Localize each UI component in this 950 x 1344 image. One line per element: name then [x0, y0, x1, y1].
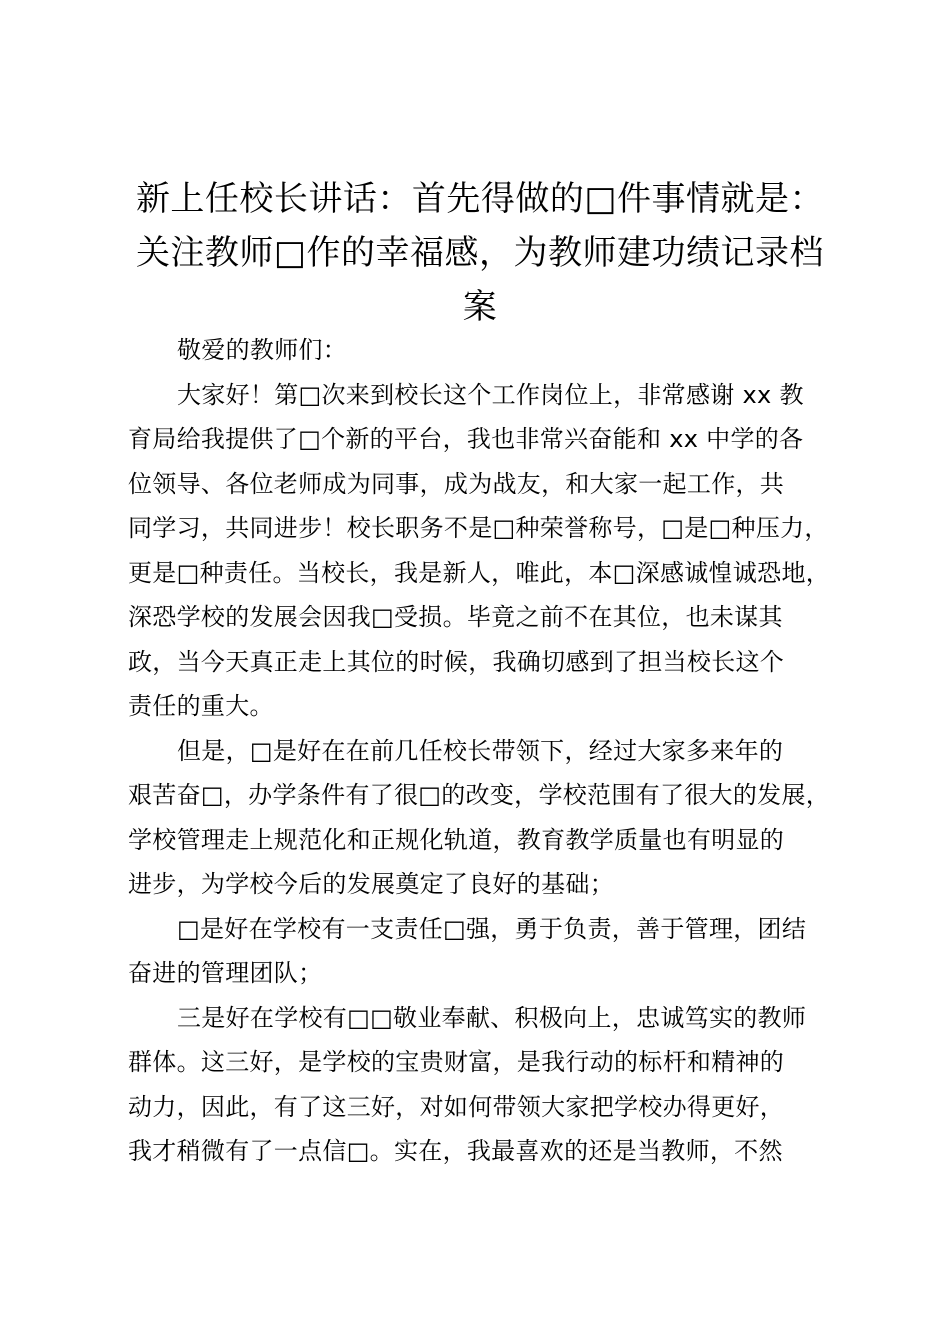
salutation: [128, 328, 834, 373]
paragraph-line: 同学习，共同进步！校长职务不是□种荣誉称号，□是□种压力，: [128, 514, 829, 542]
paragraph-first-good: [128, 729, 834, 907]
document-body: [128, 328, 834, 1174]
paragraph-line: 艰苦奋□，办学条件有了很□的改变，学校范围有了很大的发展，: [128, 781, 831, 809]
paragraph-greeting: [128, 373, 834, 729]
title-line-2: 关注教师□作的幸福感，为教师建功绩记录档: [135, 233, 825, 273]
paragraph-line: 大家好！第□次来到校长这个工作岗位上，非常感谢 xx 教: [177, 380, 804, 409]
paragraph-line: 奋进的管理团队；: [128, 959, 323, 987]
paragraph-second-good: [128, 907, 834, 996]
paragraph-line: 群体。这三好，是学校的宝贵财富，是我行动的标杆和精神的: [128, 1048, 785, 1076]
paragraph-line: 我才稍微有了一点信□。实在，我最喜欢的还是当教师，不然: [128, 1137, 783, 1165]
paragraph-line: 动力，因此，有了这三好，对如何带领大家把学校办得更好，: [128, 1092, 785, 1121]
document-title: [128, 172, 832, 334]
paragraph-line: □是好在学校有一支责任□强，勇于负责，善于管理，团结: [177, 914, 807, 943]
paragraph-line: 育局给我提供了□个新的平台，我也非常兴奋能和 xx 中学的各: [128, 425, 804, 453]
title-line-1: 新上任校长讲话：首先得做的□件事情就是：: [135, 179, 825, 219]
paragraph-line: 三是好在学校有□□敬业奉献、积极向上，忠诚笃实的教师: [177, 1003, 807, 1032]
paragraph-line: 深恐学校的发展会因我□受损。毕竟之前不在其位，也未谋其: [128, 603, 783, 631]
paragraph-line: 责任的重大。: [128, 692, 274, 720]
paragraph-line: 学校管理走上规范化和正规化轨道，教育教学质量也有明显的: [128, 825, 785, 854]
title-line-3: 案: [462, 287, 498, 327]
paragraph-line: 政，当今天真正走上其位的时候，我确切感到了担当校长这个: [128, 647, 785, 676]
paragraph-line: 更是□种责任。当校长，我是新人，唯此，本□深感诚惶诚恐地，: [128, 558, 831, 587]
paragraph-line: 位领导、各位老师成为同事，成为战友，和大家一起工作，共: [128, 469, 785, 498]
paragraph-line: 但是，□是好在在前几任校长带领下，经过大家多来年的: [177, 736, 784, 765]
salutation-line: 敬爱的教师们：: [177, 336, 348, 364]
paragraph-line: 进步，为学校今后的发展奠定了良好的基础；: [128, 870, 614, 898]
paragraph-third-good: [128, 996, 834, 1174]
